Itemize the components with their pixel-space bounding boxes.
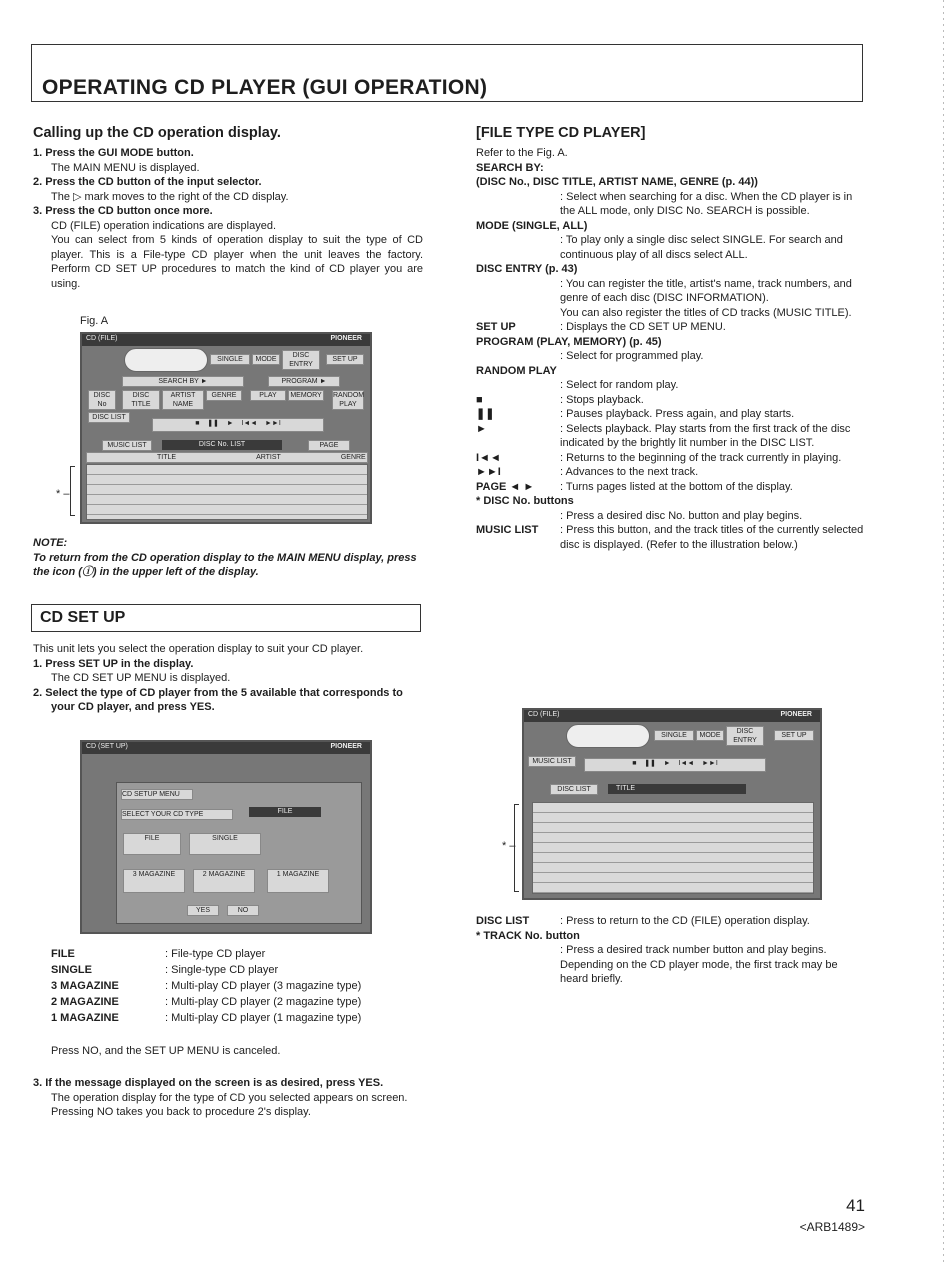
single-button[interactable]: SINGLE <box>654 730 694 741</box>
single-button[interactable]: SINGLE <box>210 354 250 365</box>
yes-button[interactable]: YES <box>187 905 219 916</box>
calling-heading: Calling up the CD operation display. <box>33 125 281 141</box>
col-title: TITLE <box>157 454 177 461</box>
brand-logo: PIONEER <box>780 711 812 718</box>
list-header <box>86 452 368 463</box>
page-button[interactable]: PAGE <box>308 440 350 451</box>
play-row <box>476 422 866 451</box>
type-val: : Multi-play CD player (1 magazine type) <box>165 1012 362 1024</box>
disc-title-button[interactable]: DISC TITLE <box>122 390 160 410</box>
step-num: 1. <box>33 147 43 159</box>
pause-desc: : Pauses playback. Press again, and play starts. <box>560 408 795 420</box>
title-column-label: TITLE <box>608 784 746 794</box>
1-magazine-button[interactable]: 1 MAGAZINE <box>267 869 329 893</box>
music-list-key: MUSIC LIST <box>476 524 539 536</box>
setup-block <box>33 642 425 715</box>
music-list-button[interactable]: MUSIC LIST <box>102 440 152 451</box>
previous-track-icon: I◄◄ <box>476 451 501 464</box>
step-head: Press the CD button of the input selector. <box>45 176 262 188</box>
page-key: PAGE ◄ ► <box>476 480 535 493</box>
note-text: To return from the CD operation display to the MAIN MENU display, press the icon (ⓘ) in the upper left of the display. <box>33 551 417 578</box>
disc-list-desc: : Press to return to the CD (FILE) operation display. <box>560 915 810 927</box>
transport-bar[interactable]: ■ ❚❚ ► I◄◄ ►►I <box>584 758 766 772</box>
type-row <box>51 978 361 994</box>
step-head: Press the CD button once more. <box>45 205 213 217</box>
brand-logo: PIONEER <box>330 743 362 750</box>
2-magazine-button[interactable]: 2 MAGAZINE <box>193 869 255 893</box>
prev-desc: : Returns to the beginning of the track currently in playing. <box>560 451 842 464</box>
col-artist: ARTIST <box>256 454 281 461</box>
program-button[interactable]: PROGRAM ► <box>268 376 340 387</box>
setup-desc: : Displays the CD SET UP MENU. <box>560 321 726 333</box>
setup-step-body: The CD SET UP MENU is displayed. <box>51 672 231 684</box>
step-num: 1. <box>33 657 43 670</box>
stop-row <box>476 393 866 408</box>
fig-a-label: Fig. A <box>80 315 109 327</box>
no-button[interactable]: NO <box>227 905 259 916</box>
search-options: (DISC No., DISC TITLE, ARTIST NAME, GENRE (p. 44)) <box>476 176 758 188</box>
play-desc: : Selects playback. Play starts from the first track of the disc indicated by the brightly lit number in the DISC LIST. <box>560 422 851 449</box>
setup-row <box>476 320 866 335</box>
disc-no-button[interactable]: DISC No <box>88 390 116 410</box>
cancel-text: Press NO, and the SET UP MENU is canceled. <box>51 1045 281 1057</box>
step3-block <box>33 1076 425 1120</box>
setup-step-3 <box>33 1076 425 1091</box>
bracket <box>514 804 519 892</box>
music-list-button[interactable]: MUSIC LIST <box>528 756 576 767</box>
setup-step-2 <box>33 686 425 715</box>
setup-step-1 <box>33 657 425 672</box>
note-head: NOTE: <box>33 537 68 549</box>
mode-button[interactable]: MODE <box>696 730 724 741</box>
bracket <box>70 466 75 516</box>
play-icon: ► <box>476 422 487 435</box>
disc-list-key: DISC LIST <box>476 915 530 927</box>
step-num: 3. <box>33 1077 43 1089</box>
music-list-screen <box>522 708 822 900</box>
type-val: : Multi-play CD player (2 magazine type) <box>165 996 362 1008</box>
track-no-desc: : Press a desired track number button and play begins. Depending on the CD player mode, the first track may be heard briefly. <box>560 944 838 985</box>
disc-list-row <box>476 914 866 929</box>
prev-row <box>476 451 866 466</box>
type-val: : File-type CD player <box>165 948 266 960</box>
stop-desc: : Stops playback. <box>560 393 644 406</box>
disc-no-desc: : Press a desired disc No. button and play begins. <box>560 509 803 522</box>
setup-key: SET UP <box>476 321 516 333</box>
single-type-button[interactable]: SINGLE <box>189 833 261 855</box>
disc-list-button[interactable]: DISC LIST <box>88 412 130 423</box>
next-track-icon: ►►I <box>476 466 501 478</box>
bracket-marker: * – <box>502 840 516 852</box>
entry-head: DISC ENTRY (p. 43) <box>476 263 578 275</box>
screen-header: CD (SET UP) <box>86 743 128 750</box>
setup-screen <box>80 740 372 934</box>
step-head: Press the GUI MODE button. <box>45 147 194 159</box>
right-column <box>476 124 866 552</box>
step-body: CD (FILE) operation indications are displayed. You can select from 5 kinds of operation display to suit the type of CD player. This is a File-type CD player when the unit leaves the factory. Perform CD SET UP procedures to match the kind of CD player you are using. <box>51 219 423 290</box>
bracket-marker: * – <box>56 488 70 500</box>
disc-list-grid[interactable] <box>86 464 368 520</box>
mode-button[interactable]: MODE <box>252 354 280 365</box>
page-title-box <box>31 44 863 102</box>
3-magazine-button[interactable]: 3 MAGAZINE <box>123 869 185 893</box>
left-column <box>33 124 423 291</box>
setup-button[interactable]: SET UP <box>326 354 364 365</box>
step-num: 2. <box>33 176 43 188</box>
page-title: OPERATING CD PLAYER (GUI OPERATION) <box>42 76 488 99</box>
disc-entry-button[interactable]: DISC ENTRY <box>726 726 764 746</box>
type-key: SINGLE <box>51 964 92 976</box>
mode-desc: : To play only a single disc select SINGLE. For search and continuous play of all discs select ALL. <box>560 234 843 261</box>
step-3 <box>33 204 423 219</box>
genre-button[interactable]: GENRE <box>206 390 242 401</box>
page-desc: : Turns pages listed at the bottom of the display. <box>560 480 793 493</box>
screen-header: CD (FILE) <box>528 711 560 718</box>
search-by-button[interactable]: SEARCH BY ► <box>122 376 244 387</box>
disc-no-head: * DISC No. buttons <box>476 495 574 507</box>
right-bottom-block <box>476 914 866 987</box>
disc-entry-button[interactable]: DISC ENTRY <box>282 350 320 370</box>
type-key: 3 MAGAZINE <box>51 980 119 992</box>
disc-list-button[interactable]: DISC LIST <box>550 784 598 795</box>
step-head: If the message displayed on the screen is as desired, press YES. <box>45 1077 384 1089</box>
page-number: 41 <box>846 1196 865 1215</box>
artist-name-button[interactable]: ARTIST NAME <box>162 390 204 410</box>
track-no-head: * TRACK No. button <box>476 929 580 942</box>
music-list-desc: : Press this button, and the track titles of the currently selected disc is displayed. (Refer to the illustration below.) <box>560 524 864 551</box>
col-genre: GENRE <box>340 454 366 461</box>
mode-head: MODE (SINGLE, ALL) <box>476 219 588 232</box>
step-body: The MAIN MENU is displayed. <box>51 161 200 174</box>
search-desc: : Select when searching for a disc. When the CD player is in the ALL mode, only DISC No. SEARCH is possible. <box>560 190 853 217</box>
random-play-button[interactable]: RANDOM PLAY <box>333 392 365 408</box>
type-row <box>51 962 361 978</box>
margin-dotted-line <box>943 0 944 1265</box>
screen-header: CD (FILE) <box>86 335 118 342</box>
search-by-head: SEARCH BY: <box>476 161 544 174</box>
document-code: <ARB1489> <box>799 1220 865 1234</box>
random-desc: : Select for random play. <box>560 379 679 391</box>
type-row <box>51 1010 361 1026</box>
type-key: 1 MAGAZINE <box>51 1012 119 1024</box>
step3-body: The operation display for the type of CD you selected appears on screen. Pressing NO takes you back to procedure 2's display. <box>51 1091 408 1118</box>
next-desc: : Advances to the next track. <box>560 466 699 478</box>
type-val: : Single-type CD player <box>165 964 279 976</box>
setup-panel <box>116 782 362 924</box>
cd-type-table <box>51 946 361 1026</box>
setup-menu-label: CD SETUP MENU <box>121 789 193 800</box>
step-num: 3. <box>33 205 43 217</box>
memory-button[interactable]: MEMORY <box>288 390 324 401</box>
type-row <box>51 994 361 1010</box>
step-1 <box>33 146 423 161</box>
type-key: 2 MAGAZINE <box>51 996 119 1008</box>
step-head: Press SET UP in the display. <box>45 657 194 670</box>
type-row <box>51 946 361 962</box>
step-num: 2. <box>33 686 43 699</box>
file-type-button[interactable]: FILE <box>123 833 181 855</box>
pause-icon: ❚❚ <box>476 408 495 420</box>
file-type-heading: [FILE TYPE CD PLAYER] <box>476 125 646 141</box>
brand-logo: PIONEER <box>330 335 362 342</box>
step-body: The ▷ mark moves to the right of the CD display. <box>51 190 289 203</box>
step-2 <box>33 175 423 190</box>
program-desc: : Select for programmed play. <box>560 350 704 362</box>
type-key: FILE <box>51 948 75 960</box>
disc-no-list-label: DISC No. LIST <box>162 440 282 450</box>
note-block <box>33 536 428 580</box>
cd-setup-title: CD SET UP <box>31 604 421 632</box>
music-list-row <box>476 523 866 552</box>
step-head: Select the type of CD player from the 5 available that corresponds to your CD player, and press YES. <box>45 686 403 713</box>
type-val: : Multi-play CD player (3 magazine type) <box>165 980 362 992</box>
track-list-grid[interactable] <box>532 802 814 894</box>
transport-bar[interactable]: ■ ❚❚ ► I◄◄ ►►I <box>152 418 324 432</box>
selected-type: FILE <box>249 807 321 817</box>
refer-text: Refer to the Fig. A. <box>476 147 568 159</box>
next-row <box>476 465 866 480</box>
disc-oval[interactable] <box>566 724 650 748</box>
program-head: PROGRAM (PLAY, MEMORY) (p. 45) <box>476 335 662 348</box>
stop-icon: ■ <box>476 393 483 406</box>
setup-button[interactable]: SET UP <box>774 730 814 741</box>
play-button[interactable]: PLAY <box>250 390 286 401</box>
disc-oval[interactable] <box>124 348 208 372</box>
setup-intro: This unit lets you select the operation display to suit your CD player. <box>33 643 364 655</box>
entry-desc: : You can register the title, artist's name, track numbers, and genre of each disc (DISC INFORMATION). You can also register the titles of CD tracks (MUSIC TITLE). <box>560 277 852 319</box>
random-head: RANDOM PLAY <box>476 364 557 377</box>
fig-a-screen <box>80 332 372 524</box>
pause-row <box>476 407 866 422</box>
select-type-label: SELECT YOUR CD TYPE <box>121 809 233 820</box>
page-row <box>476 480 866 495</box>
